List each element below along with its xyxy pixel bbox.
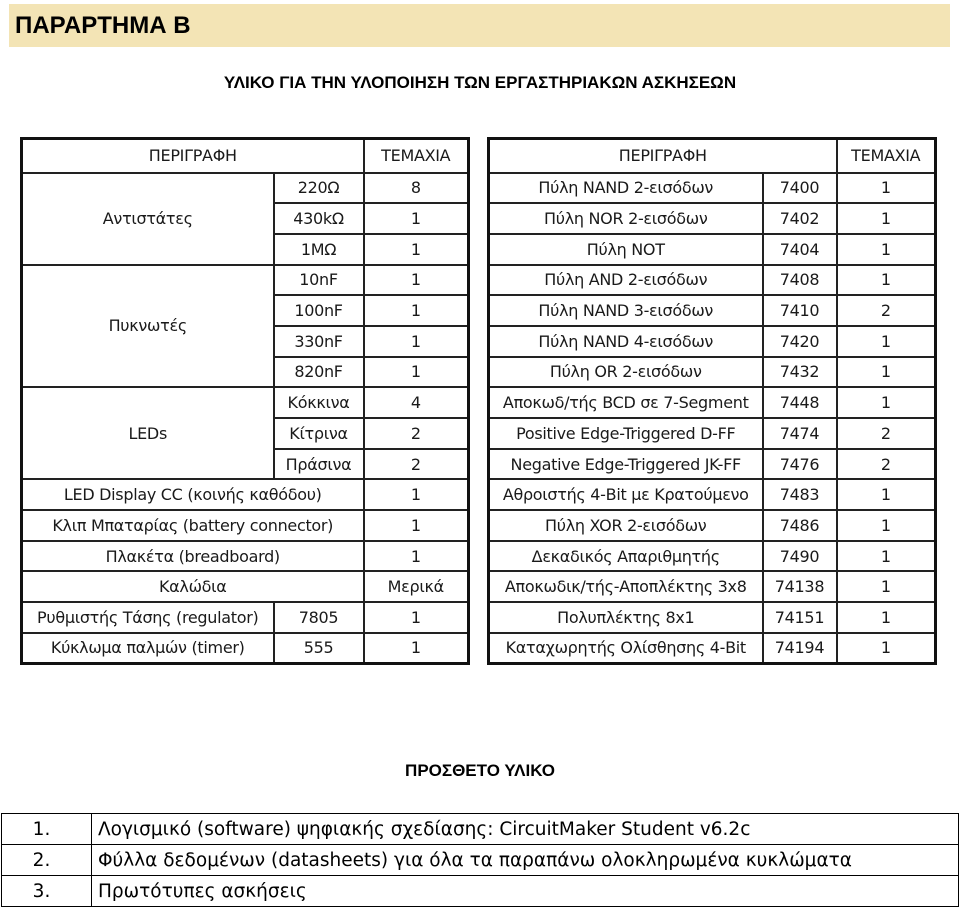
table-header-row <box>22 139 469 173</box>
component-name: Αθροιστής 4-Bit με Κρατούμενο <box>489 479 763 510</box>
component-qty: 1 <box>837 541 936 572</box>
component-qty: 1 <box>364 602 469 633</box>
component-name: Αποκωδ/τής BCD σε 7-Segment <box>489 387 763 418</box>
component-code: 7483 <box>763 479 837 510</box>
list-item <box>2 876 959 907</box>
component-code: 74138 <box>763 571 837 602</box>
list-item-number: 3. <box>2 876 92 907</box>
component-name: Πλακέτα (breadboard) <box>22 541 364 572</box>
table-row <box>489 295 936 326</box>
ic-rows <box>489 173 936 664</box>
list-item <box>2 814 959 845</box>
component-qty: 1 <box>837 479 936 510</box>
header-description: ΠΕΡΙΓΡΑΦΗ <box>489 139 837 173</box>
component-value: Κίτρινα <box>274 418 364 449</box>
component-name: Πύλη NAND 3-εισόδων <box>489 295 763 326</box>
component-value: 100nF <box>274 295 364 326</box>
component-qty: 1 <box>364 295 469 326</box>
component-name: Πύλη XOR 2-εισόδων <box>489 510 763 541</box>
component-qty: Μερικά <box>364 571 469 602</box>
document-subtitle: ΥΛΙΚΟ ΓΙΑ ΤΗΝ ΥΛΟΠΟΙΗΣΗ ΤΩΝ ΕΡΓΑΣΤΗΡΙΑΚΩΝ ΑΣΚΗΣΕΩΝ <box>223 73 737 92</box>
additional-material-list <box>1 813 959 907</box>
integrated-circuits-table <box>487 137 937 665</box>
component-qty: 1 <box>837 234 936 265</box>
component-name: Πύλη NAND 2-εισόδων <box>489 173 763 204</box>
appendix-title: ΠΑΡΑΡΤΗΜΑ Β <box>15 12 191 39</box>
component-qty: 1 <box>364 326 469 357</box>
component-qty: 1 <box>837 265 936 296</box>
table-row <box>489 602 936 633</box>
list-item-text: Πρωτότυπες ασκήσεις <box>92 876 959 907</box>
component-value: 10nF <box>274 265 364 296</box>
component-qty: 1 <box>837 326 936 357</box>
component-qty: 1 <box>837 203 936 234</box>
component-qty: 1 <box>364 479 469 510</box>
table-row <box>489 357 936 388</box>
component-value: Πράσινα <box>274 449 364 480</box>
component-code: 555 <box>274 633 364 664</box>
table-row <box>489 510 936 541</box>
component-code: 7476 <box>763 449 837 480</box>
table-row <box>489 387 936 418</box>
component-name: Κλιπ Μπαταρίας (battery connector) <box>22 510 364 541</box>
component-qty: 1 <box>364 510 469 541</box>
component-name: LED Display CC (κοινής καθόδου) <box>22 479 364 510</box>
component-qty: 2 <box>837 295 936 326</box>
list-item-text: Λογισμικό (software) ψηφιακής σχεδίασης: CircuitMaker Student v6.2c <box>92 814 959 845</box>
list-item <box>2 845 959 876</box>
component-qty: 1 <box>837 510 936 541</box>
component-code: 7805 <box>274 602 364 633</box>
component-code: 7400 <box>763 173 837 204</box>
appendix-title-bar <box>9 4 950 47</box>
table-row <box>489 449 936 480</box>
table-row <box>22 173 469 204</box>
component-code: 74151 <box>763 602 837 633</box>
group-label-leds: LEDs <box>22 387 274 479</box>
component-name: Πύλη NOR 2-εισόδων <box>489 203 763 234</box>
component-value: 330nF <box>274 326 364 357</box>
table-row <box>489 633 936 664</box>
component-code: 7486 <box>763 510 837 541</box>
component-qty: 2 <box>837 418 936 449</box>
component-code: 7410 <box>763 295 837 326</box>
component-code: 7474 <box>763 418 837 449</box>
header-pieces: ΤΕΜΑΧΙΑ <box>837 139 936 173</box>
component-name: Πύλη NOT <box>489 234 763 265</box>
component-name: Καλώδια <box>22 571 364 602</box>
table-row <box>489 479 936 510</box>
component-qty: 1 <box>837 571 936 602</box>
component-qty: 1 <box>837 173 936 204</box>
component-value: 220Ω <box>274 173 364 204</box>
table-row <box>489 234 936 265</box>
component-code: 7490 <box>763 541 837 572</box>
table-row <box>22 633 469 664</box>
table-header-row <box>489 139 936 173</box>
component-qty: 8 <box>364 173 469 204</box>
list-item-number: 1. <box>2 814 92 845</box>
header-description: ΠΕΡΙΓΡΑΦΗ <box>22 139 364 173</box>
component-qty: 2 <box>364 449 469 480</box>
table-row <box>489 173 936 204</box>
passive-components-table <box>20 137 470 665</box>
component-name: Δεκαδικός Απαριθμητής <box>489 541 763 572</box>
component-name: Πύλη NAND 4-εισόδων <box>489 326 763 357</box>
component-qty: 1 <box>837 602 936 633</box>
additional-material-title: ΠΡΟΣΘΕΤΟ ΥΛΙΚΟ <box>405 761 555 780</box>
component-qty: 2 <box>837 449 936 480</box>
component-qty: 1 <box>364 357 469 388</box>
table-row <box>489 203 936 234</box>
component-code: 7448 <box>763 387 837 418</box>
table-row <box>22 571 469 602</box>
table-row <box>489 541 936 572</box>
component-qty: 1 <box>364 541 469 572</box>
component-code: 7432 <box>763 357 837 388</box>
component-code: 74194 <box>763 633 837 664</box>
group-label-capacitors: Πυκνωτές <box>22 265 274 388</box>
component-qty: 1 <box>837 387 936 418</box>
component-qty: 2 <box>364 418 469 449</box>
component-value: 430kΩ <box>274 203 364 234</box>
component-qty: 1 <box>364 203 469 234</box>
component-qty: 1 <box>837 357 936 388</box>
table-row <box>489 571 936 602</box>
header-pieces: ΤΕΜΑΧΙΑ <box>364 139 469 173</box>
component-qty: 1 <box>837 633 936 664</box>
component-name: Καταχωρητής Ολίσθησης 4-Bit <box>489 633 763 664</box>
component-code: 7402 <box>763 203 837 234</box>
table-row <box>22 479 469 510</box>
component-code: 7404 <box>763 234 837 265</box>
component-name: Κύκλωμα παλμών (timer) <box>22 633 274 664</box>
list-item-number: 2. <box>2 845 92 876</box>
component-qty: 1 <box>364 633 469 664</box>
table-row <box>489 265 936 296</box>
table-row <box>22 602 469 633</box>
component-name: Ρυθμιστής Τάσης (regulator) <box>22 602 274 633</box>
component-value: 1MΩ <box>274 234 364 265</box>
component-name: Πύλη AND 2-εισόδων <box>489 265 763 296</box>
table-row <box>489 326 936 357</box>
component-qty: 4 <box>364 387 469 418</box>
component-name: Positive Edge-Triggered D-FF <box>489 418 763 449</box>
component-name: Πύλη OR 2-εισόδων <box>489 357 763 388</box>
table-row <box>489 418 936 449</box>
component-value: Κόκκινα <box>274 387 364 418</box>
component-name: Πολυπλέκτης 8x1 <box>489 602 763 633</box>
table-row <box>22 265 469 296</box>
component-qty: 1 <box>364 265 469 296</box>
list-item-text: Φύλλα δεδομένων (datasheets) για όλα τα παραπάνω ολοκληρωμένα κυκλώματα <box>92 845 959 876</box>
table-row <box>22 510 469 541</box>
component-code: 7420 <box>763 326 837 357</box>
table-row <box>22 387 469 418</box>
group-label-resistors: Αντιστάτες <box>22 173 274 265</box>
component-code: 7408 <box>763 265 837 296</box>
component-name: Αποκωδικ/τής-Αποπλέκτης 3x8 <box>489 571 763 602</box>
table-row <box>22 541 469 572</box>
component-name: Negative Edge-Triggered JK-FF <box>489 449 763 480</box>
component-qty: 1 <box>364 234 469 265</box>
component-value: 820nF <box>274 357 364 388</box>
